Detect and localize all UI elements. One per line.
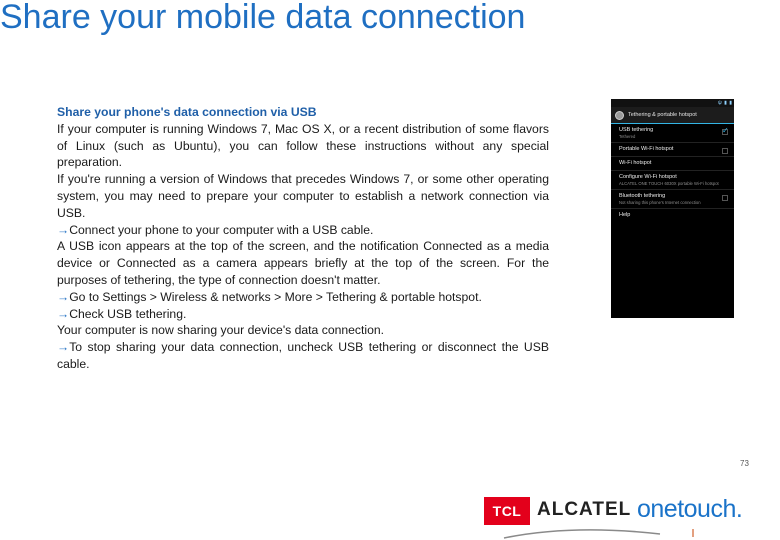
settings-header: Tethering & portable hotspot [628, 112, 697, 118]
tcl-logo: TCL [484, 497, 530, 525]
logo-swoosh-icon [502, 526, 662, 540]
setting-wifi-hotspot[interactable] [611, 157, 734, 171]
step-stop-text: To stop sharing your data connection, uncheck USB tethering or disconnect the USB cable. [57, 340, 549, 371]
arrow-icon: → [57, 340, 70, 355]
setting-configure-hotspot[interactable] [611, 171, 734, 190]
page-number: 73 [740, 459, 749, 468]
setting-usb-tethering[interactable] [611, 124, 734, 143]
paragraph-2: If you're running a version of Windows that precedes Windows 7, or some other operating system, you may need to prepare your computer to establish a network connection via USB. [57, 172, 549, 220]
instructions-text [57, 104, 549, 373]
arrow-icon: → [57, 222, 70, 237]
setting-title: Bluetooth tethering [619, 193, 666, 199]
section-heading: Share your phone's data connection via USB [57, 105, 317, 119]
usb-tethering-checkbox[interactable] [722, 129, 728, 135]
step-connect [57, 222, 549, 239]
arrow-icon: → [57, 306, 70, 321]
setting-title: Help [619, 212, 631, 218]
usb-icon: ψ [718, 100, 722, 106]
step-check-text: Check USB tethering. [69, 306, 187, 321]
signal-icon: ▮ [724, 100, 727, 106]
setting-title: USB tethering [619, 127, 654, 133]
hotspot-checkbox[interactable] [722, 148, 728, 154]
setting-title: Configure Wi-Fi hotspot [619, 174, 677, 180]
setting-subtitle: Not sharing this phone's Internet connection [619, 200, 701, 205]
usb-icon-note: A USB icon appears at the top of the screen, and the notification Connected as a media device or Connected as a camera appears briefly at the top of the screen. For the purposes of tethering, the type of connection doesn't matter. [57, 239, 549, 287]
phone-screenshot [611, 99, 734, 318]
onetouch-wordmark: onetouch. [637, 495, 743, 523]
company-logo [484, 496, 774, 540]
step-check [57, 306, 549, 323]
setting-portable-hotspot[interactable] [611, 143, 734, 157]
arrow-icon: → [57, 289, 70, 304]
logo-accent-mark [692, 529, 694, 537]
settings-icon [615, 111, 624, 120]
setting-bluetooth-tethering[interactable] [611, 190, 734, 209]
slide-title: Share your mobile data connection [0, 0, 526, 36]
step-stop [57, 339, 549, 373]
step-connect-text: Connect your phone to your computer with a USB cable. [69, 222, 374, 237]
status-bar [611, 99, 734, 107]
setting-title: Portable Wi-Fi hotspot [619, 146, 674, 152]
step-settings-text: Go to Settings > Wireless & networks > More > Tethering & portable hotspot. [69, 289, 482, 304]
battery-icon: ▮ [729, 100, 732, 106]
sharing-note: Your computer is now sharing your device's data connection. [57, 323, 385, 338]
settings-action-bar [611, 107, 734, 124]
paragraph-1: If your computer is running Windows 7, Mac OS X, or a recent distribution of some flavors of Linux (such as Ubuntu), you can follow these instructions without any special preparation. [57, 121, 549, 170]
setting-subtitle: ALCATEL ONE TOUCH 6030X portable Wi-Fi hotspot [619, 181, 719, 186]
step-settings [57, 289, 549, 306]
setting-help[interactable] [611, 209, 734, 223]
setting-title: Wi-Fi hotspot [619, 160, 652, 166]
alcatel-wordmark: ALCATEL [537, 499, 632, 520]
setting-subtitle: Tethered [619, 134, 636, 139]
bluetooth-checkbox[interactable] [722, 195, 728, 201]
